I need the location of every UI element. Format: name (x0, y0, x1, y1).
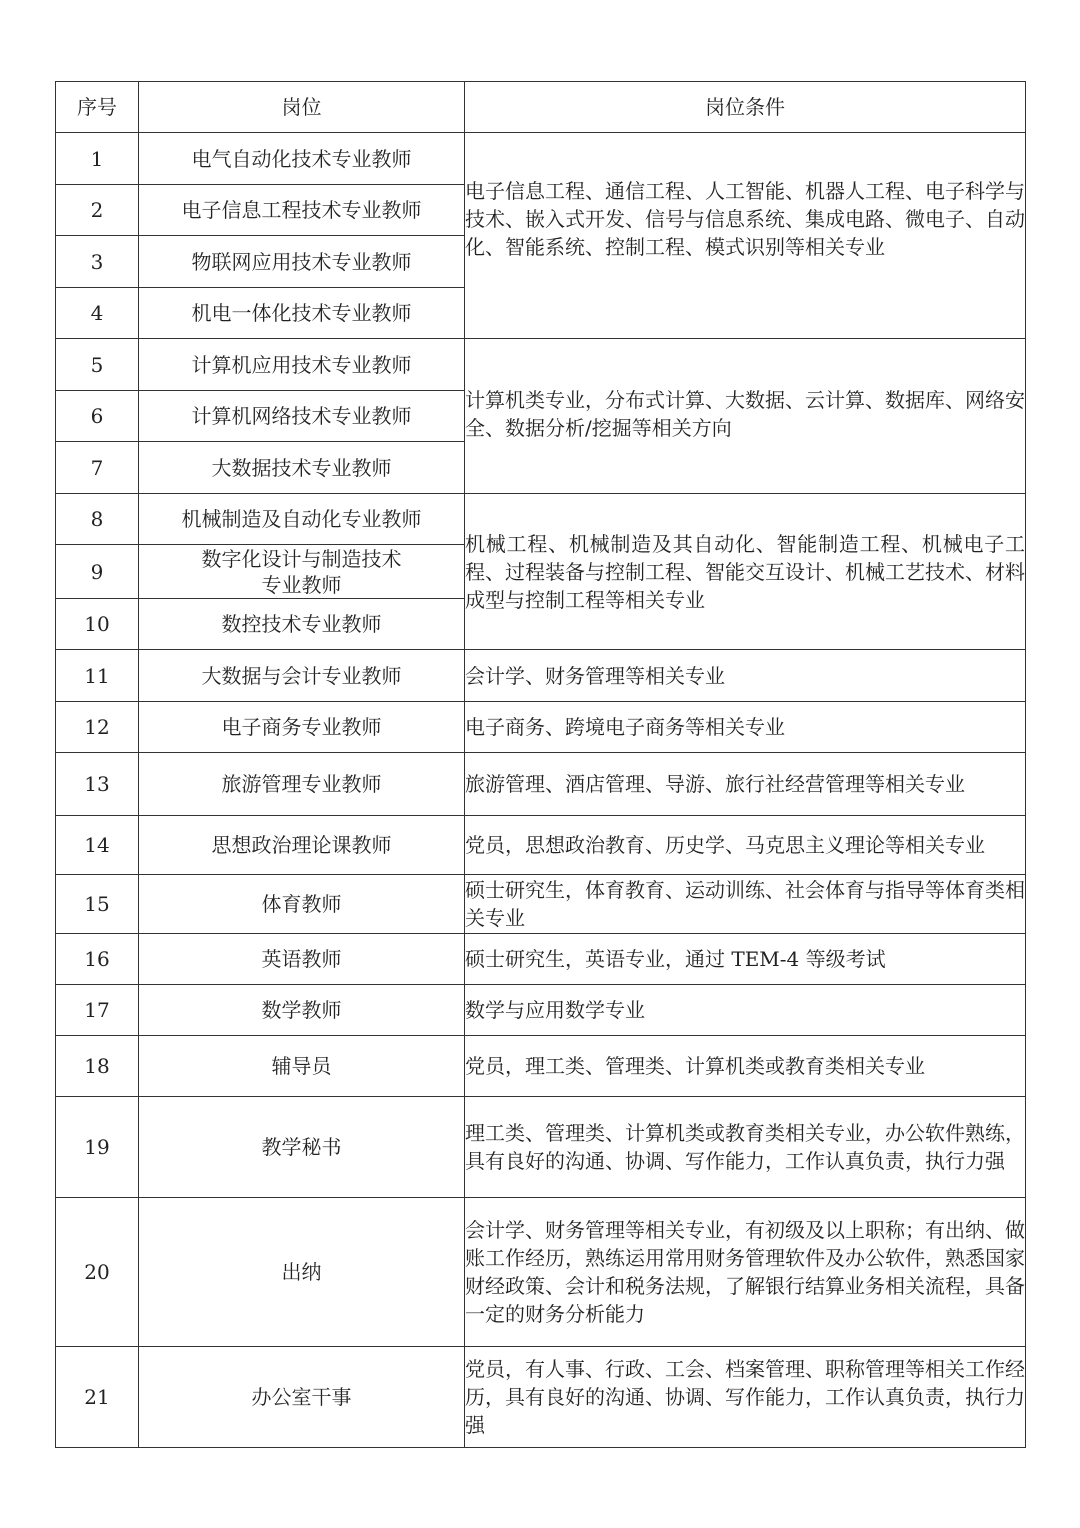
row-no: 17 (56, 985, 139, 1036)
row-position: 数控技术专业教师 (139, 599, 465, 650)
row-no: 11 (56, 650, 139, 702)
positions-table (55, 81, 1026, 1448)
table-row (56, 133, 1026, 185)
row-position: 计算机应用技术专业教师 (139, 339, 465, 391)
row-position: 辅导员 (139, 1036, 465, 1097)
row-position: 出纳 (139, 1198, 465, 1347)
row-position: 思想政治理论课教师 (139, 816, 465, 875)
row-no: 15 (56, 875, 139, 934)
row-position: 教学秘书 (139, 1097, 465, 1198)
table-row (56, 875, 1026, 934)
table-row (56, 985, 1026, 1036)
row-position: 数学教师 (139, 985, 465, 1036)
row-no: 8 (56, 494, 139, 545)
row-position: 计算机网络技术专业教师 (139, 391, 465, 442)
row-position: 办公室干事 (139, 1347, 465, 1448)
row-no: 13 (56, 753, 139, 816)
row-requirements: 旅游管理、酒店管理、导游、旅行社经营管理等相关专业 (465, 753, 1026, 816)
row-no: 5 (56, 339, 139, 391)
row-requirements: 党员，思想政治教育、历史学、马克思主义理论等相关专业 (465, 816, 1026, 875)
row-position: 体育教师 (139, 875, 465, 934)
row-position: 物联网应用技术专业教师 (139, 236, 465, 288)
header-requirements: 岗位条件 (465, 82, 1026, 133)
row-no: 16 (56, 934, 139, 985)
row-requirements: 数学与应用数学专业 (465, 985, 1026, 1036)
row-position: 数字化设计与制造技术专业教师 (139, 545, 465, 599)
row-requirements: 机械工程、机械制造及其自动化、智能制造工程、机械电子工程、过程装备与控制工程、智能交互设计、机械工艺技术、材料成型与控制工程等相关专业 (465, 494, 1026, 650)
row-no: 3 (56, 236, 139, 288)
row-requirements: 硕士研究生，英语专业，通过 TEM-4 等级考试 (465, 934, 1026, 985)
row-position: 电气自动化技术专业教师 (139, 133, 465, 185)
table-row (56, 753, 1026, 816)
row-position: 大数据技术专业教师 (139, 442, 465, 494)
table-row (56, 1036, 1026, 1097)
row-no: 9 (56, 545, 139, 599)
table-row (56, 650, 1026, 702)
row-no: 7 (56, 442, 139, 494)
table-row (56, 702, 1026, 753)
row-no: 1 (56, 133, 139, 185)
table-row (56, 1198, 1026, 1347)
row-no: 6 (56, 391, 139, 442)
row-requirements: 电子商务、跨境电子商务等相关专业 (465, 702, 1026, 753)
table-row (56, 339, 1026, 391)
row-requirements: 电子信息工程、通信工程、人工智能、机器人工程、电子科学与技术、嵌入式开发、信号与信息系统、集成电路、微电子、自动化、智能系统、控制工程、模式识别等相关专业 (465, 133, 1026, 339)
table-row (56, 934, 1026, 985)
row-no: 14 (56, 816, 139, 875)
row-requirements: 硕士研究生，体育教育、运动训练、社会体育与指导等体育类相关专业 (465, 875, 1026, 934)
row-position: 机械制造及自动化专业教师 (139, 494, 465, 545)
row-requirements: 党员，有人事、行政、工会、档案管理、职称管理等相关工作经历，具有良好的沟通、协调、写作能力，工作认真负责，执行力强 (465, 1347, 1026, 1448)
table-row (56, 494, 1026, 545)
row-no: 4 (56, 288, 139, 339)
header-no: 序号 (56, 82, 139, 133)
row-requirements: 会计学、财务管理等相关专业 (465, 650, 1026, 702)
row-position: 大数据与会计专业教师 (139, 650, 465, 702)
row-no: 19 (56, 1097, 139, 1198)
row-no: 18 (56, 1036, 139, 1097)
row-no: 20 (56, 1198, 139, 1347)
table-row (56, 1097, 1026, 1198)
row-position: 机电一体化技术专业教师 (139, 288, 465, 339)
row-no: 21 (56, 1347, 139, 1448)
row-requirements: 会计学、财务管理等相关专业，有初级及以上职称；有出纳、做账工作经历，熟练运用常用财务管理软件及办公软件，熟悉国家财经政策、会计和税务法规，了解银行结算业务相关流程，具备一定的财务分析能力 (465, 1198, 1026, 1347)
row-position: 旅游管理专业教师 (139, 753, 465, 816)
row-position: 英语教师 (139, 934, 465, 985)
row-position: 电子商务专业教师 (139, 702, 465, 753)
row-requirements: 党员，理工类、管理类、计算机类或教育类相关专业 (465, 1036, 1026, 1097)
header-row (56, 82, 1026, 133)
row-no: 2 (56, 185, 139, 236)
row-requirements: 理工类、管理类、计算机类或教育类相关专业，办公软件熟练，具有良好的沟通、协调、写作能力，工作认真负责，执行力强 (465, 1097, 1026, 1198)
header-position: 岗位 (139, 82, 465, 133)
row-position: 电子信息工程技术专业教师 (139, 185, 465, 236)
row-requirements: 计算机类专业，分布式计算、大数据、云计算、数据库、网络安全、数据分析/挖掘等相关方向 (465, 339, 1026, 494)
table-row (56, 816, 1026, 875)
row-no: 10 (56, 599, 139, 650)
row-no: 12 (56, 702, 139, 753)
table-row (56, 1347, 1026, 1448)
